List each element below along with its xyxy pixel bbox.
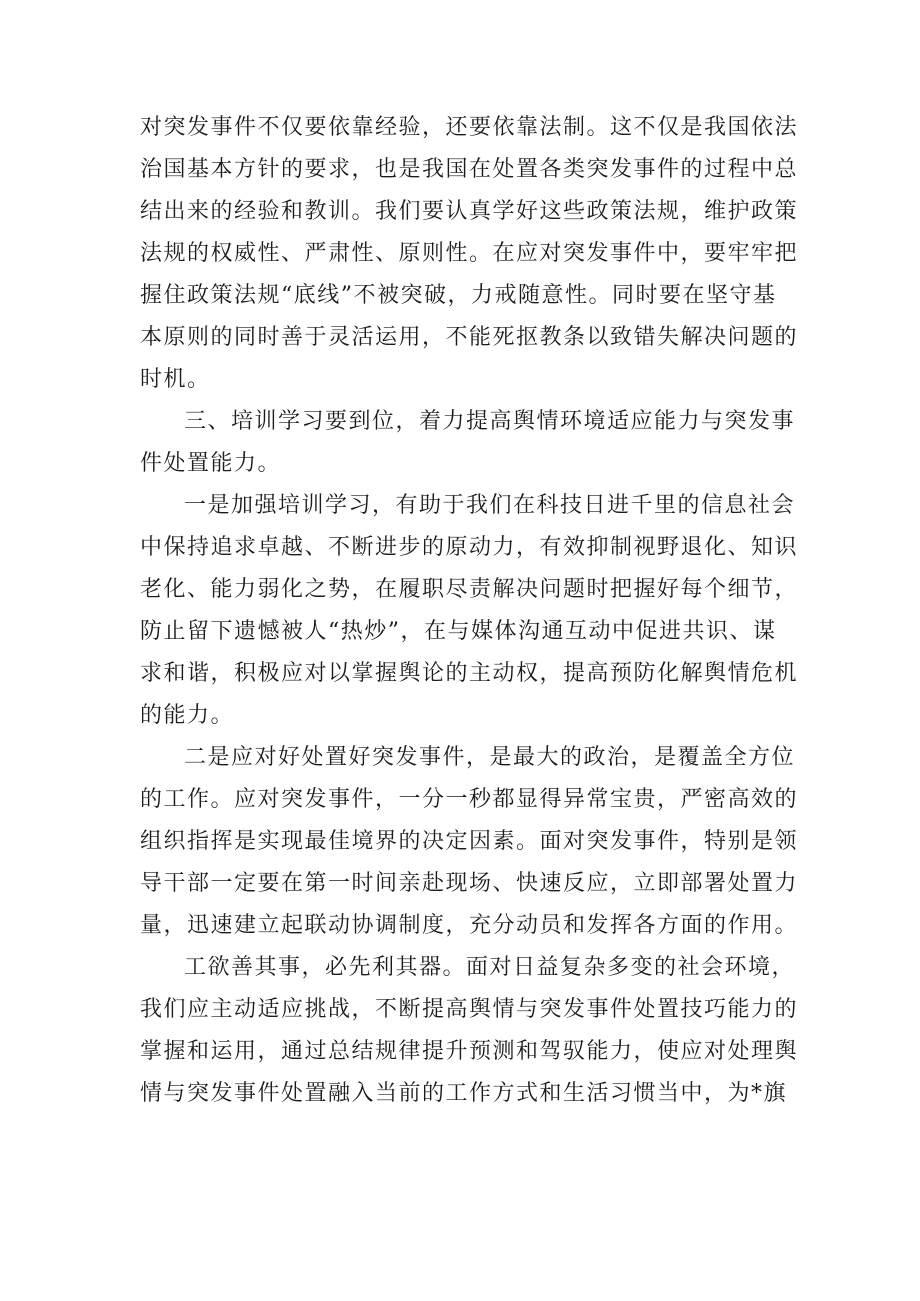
text-line: 一是加强培训学习，有助于我们在科技日进千里的信息社会: [184, 493, 796, 518]
text-line: 治国基本方针的要求，也是我国在处置各类突发事件的过程中总: [140, 157, 799, 182]
text-line: 结出来的经验和教训。我们要认真学好这些政策法规，维护政策: [140, 199, 799, 224]
paragraph-1: [140, 107, 799, 401]
text-line: 法规的权威性、严肃性、原则性。在应对突发事件中，要牢牢把: [140, 241, 799, 266]
text-line: 的工作。应对突发事件，一分一秒都显得异常宝贵，严密高效的: [140, 787, 799, 812]
text-line: 时机。: [140, 367, 211, 392]
paragraph-training: [140, 485, 799, 737]
text-line: 组织指挥是实现最佳境界的决定因素。面对突发事件，特别是领: [140, 829, 799, 854]
text-line: 二是应对好处置好突发事件，是最大的政治，是覆盖全方位: [184, 745, 796, 770]
text-line: 求和谐，积极应对以掌握舆论的主动权，提高预防化解舆情危机: [140, 661, 799, 686]
text-line: 握住政策法规“底线”不被突破，力戒随意性。同时要在坚守基: [140, 283, 777, 308]
text-line: 本原则的同时善于灵活运用，不能死抠教条以致错失解决问题的: [140, 325, 799, 350]
text-line: 中保持追求卓越、不断进步的原动力，有效抑制视野退化、知识: [140, 535, 799, 560]
section-heading-3: [140, 401, 796, 485]
text-line: 三、培训学习要到位，着力提高舆情环境适应能力与突发事: [184, 409, 796, 434]
text-line: 对突发事件不仅要依靠经验，还要依靠法制。这不仅是我国依法: [140, 115, 799, 140]
text-line: 件处置能力。: [140, 451, 282, 476]
text-line: 掌握和运用，通过总结规律提升预测和驾驭能力，使应对处理舆: [140, 1039, 799, 1064]
paragraph-emergency: [140, 737, 799, 947]
document-body: [140, 107, 799, 1115]
text-line: 工欲善其事，必先利其器。面对日益复杂多变的社会环境，: [184, 955, 796, 980]
text-line: 我们应主动适应挑战，不断提高舆情与突发事件处置技巧能力的: [140, 997, 799, 1022]
text-line: 老化、能力弱化之势，在履职尽责解决问题时把握好每个细节，: [140, 577, 799, 602]
paragraph-tools: [140, 947, 799, 1115]
text-line: 导干部一定要在第一时间亲赴现场、快速反应，立即部署处置力: [140, 871, 799, 896]
text-line: 的能力。: [140, 703, 235, 728]
text-line: 情与突发事件处置融入当前的工作方式和生活习惯当中，为*旗: [140, 1081, 788, 1106]
text-line: 防止留下遗憾被人“热炒”，在与媒体沟通互动中促进共识、谋: [140, 619, 777, 644]
text-line: 量，迅速建立起联动协调制度，充分动员和发挥各方面的作用。: [140, 913, 799, 938]
